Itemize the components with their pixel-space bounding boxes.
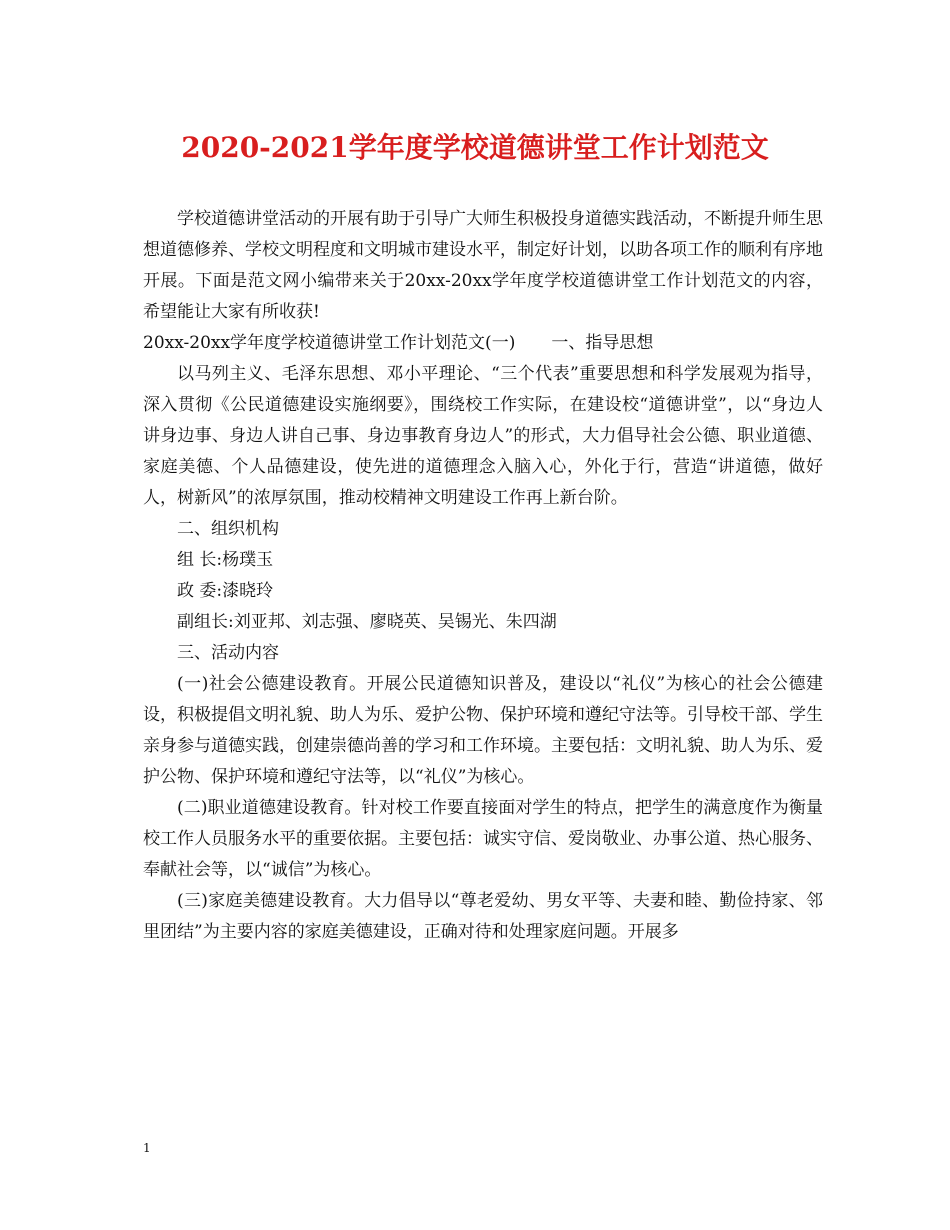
page-number: 1: [143, 1141, 151, 1155]
deputies-line: 副组长:刘亚邦、刘志强、廖晓英、吴锡光、朱四湖: [177, 612, 557, 632]
document-body: [143, 204, 823, 948]
document-title: 2020-2021学年度学校道德讲堂工作计划范文: [181, 131, 769, 164]
section-heading-organization: 二、组织机构: [177, 519, 279, 539]
subtitle-line: [143, 328, 823, 359]
activity-item-3: (三)家庭美德建设教育。大力倡导以“尊老爱幼、男女平等、夫妻和睦、勤俭持家、邻里团结”为主要内容的家庭美德建设，正确对待和处理家庭问题。开展多: [143, 891, 823, 942]
guiding-paragraph: 以马列主义、毛泽东思想、邓小平理论、“三个代表”重要思想和科学发展观为指导，深入贯彻《公民道德建设实施纲要》，围绕校工作实际，在建设校“道德讲堂”，以“身边人讲身边事、身边人讲自己事、身边事教育身边人”的形式，大力倡导社会公德、职业道德、家庭美德、个人品德建设，使先进的道德理念入脑入心，外化于行，营造“讲道德，做好人，树新风”的浓厚氛围，推动校精神文明建设工作再上新台阶。: [143, 364, 823, 508]
subtitle-left: 20xx-20xx学年度学校道德讲堂工作计划范文(一): [143, 333, 516, 353]
activity-item-2: (二)职业道德建设教育。针对校工作要直接面对学生的特点，把学生的满意度作为衡量校工作人员服务水平的重要依据。主要包括：诚实守信、爱岗敬业、办事公道、热心服务、奉献社会等，以“诚信”为核心。: [143, 798, 823, 880]
section-heading-activities: 三、活动内容: [177, 643, 279, 663]
commissar-line: 政 委:漆晓玲: [177, 581, 274, 601]
intro-paragraph: 学校道德讲堂活动的开展有助于引导广大师生积极投身道德实践活动，不断提升师生思想道德修养、学校文明程度和文明城市建设水平，制定好计划，以助各项工作的顺利有序地开展。下面是范文网小编带来关于20xx-20xx学年度学校道德讲堂工作计划范文的内容，希望能让大家有所收获!: [143, 209, 823, 322]
section-heading-guiding: 一、指导思想: [551, 333, 654, 353]
activity-item-1: (一)社会公德建设教育。开展公民道德知识普及，建设以“礼仪”为核心的社会公德建设，积极提倡文明礼貌、助人为乐、爱护公物、保护环境和遵纪守法等。引导校干部、学生亲身参与道德实践，创建崇德尚善的学习和工作环境。主要包括：文明礼貌、助人为乐、爱护公物、保护环境和遵纪守法等，以“礼仪”为核心。: [143, 674, 823, 787]
leader-line: 组 长:杨璞玉: [177, 550, 274, 570]
